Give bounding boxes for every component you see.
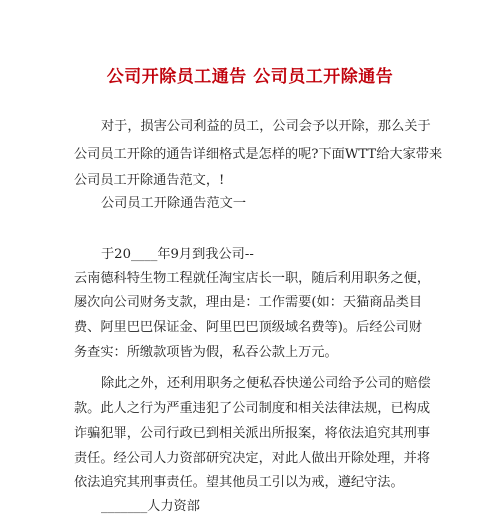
paragraph-line: 于20____年9月到我公司-- bbox=[101, 247, 254, 262]
paragraph-line: 屡次向公司财务支款，理由是：工作需要(如：天猫商品类目 bbox=[74, 295, 423, 310]
document-title: 公司开除员工通告 公司员工开除通告 bbox=[106, 67, 394, 87]
paragraph-line: 公司员工开除通告范文一 bbox=[101, 196, 247, 211]
paragraph-line: 公司员工开除通告范文，! bbox=[74, 173, 225, 188]
paragraph-line: 依法追究其刑事责任。望其他员工引以为戒，遵纪守法。 bbox=[74, 475, 404, 490]
signature-line: _______人力资部 bbox=[101, 499, 200, 514]
paragraph-line: 诈骗犯罪，公司行政已到相关派出所报案，将依法追究其刑事 bbox=[74, 426, 431, 441]
paragraph-line: 公司员工开除的通告详细格式是怎样的呢?下面WTT给大家带来 bbox=[74, 147, 443, 162]
paragraph-line: 款。此人之行为严重违犯了公司制度和相关法律法规，已构成 bbox=[74, 401, 431, 416]
paragraph-line: 除此之外，还利用职务之便私吞快递公司给予公司的赔偿 bbox=[101, 376, 431, 391]
paragraph-line: 费、阿里巴巴保证金、阿里巴巴顶级域名费等)。后经公司财 bbox=[74, 320, 423, 335]
paragraph-line: 云南德科特生物工程就任淘宝店长一职，随后利用职务之便， bbox=[74, 271, 431, 286]
paragraph-line: 对于，损害公司利益的员工，公司会予以开除，那么关于 bbox=[101, 119, 431, 134]
paragraph-line: 务查实：所缴款项皆为假，私吞公款上万元。 bbox=[74, 345, 338, 360]
paragraph-line: 责任。经公司人力资部研究决定，对此人做出开除处理，并将 bbox=[74, 451, 431, 466]
